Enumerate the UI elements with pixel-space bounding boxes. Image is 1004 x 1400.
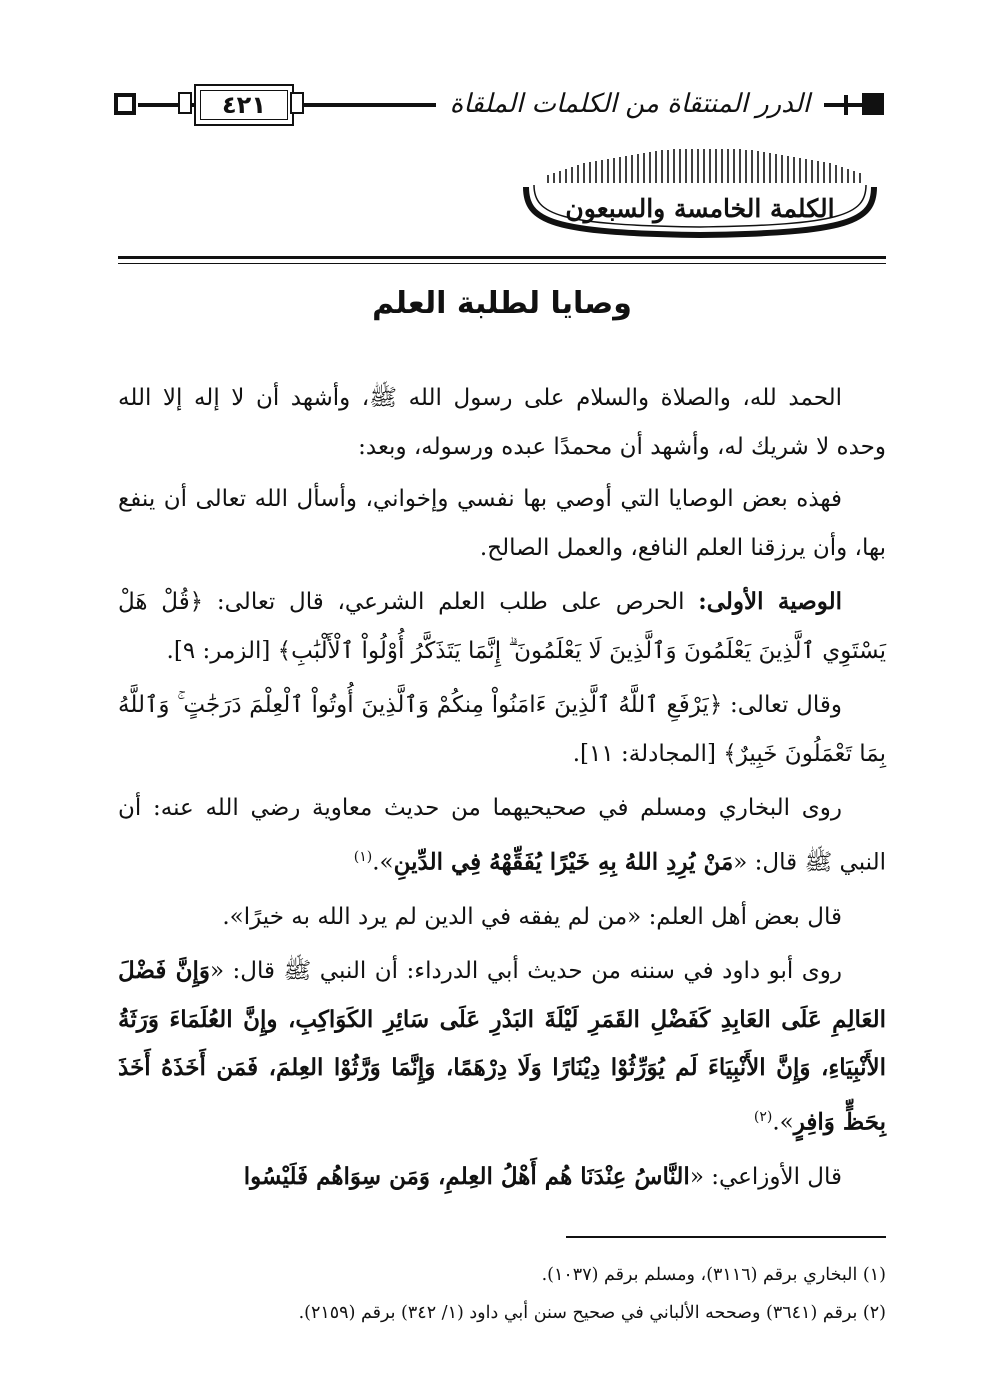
title-rule-thin bbox=[118, 263, 886, 264]
title-rule-thick bbox=[118, 256, 886, 259]
footnote-1: (١) البخاري برقم (٣١١٦)، ومسلم برقم (١٠٣٧). bbox=[541, 1265, 886, 1285]
page-number: ٤٢١ bbox=[222, 91, 266, 119]
hadith-close: ». bbox=[772, 1109, 794, 1136]
knot-ornament-left bbox=[178, 92, 192, 114]
book-title: الدرر المنتقاة من الكلمات الملقاة bbox=[436, 84, 824, 124]
hadith-intro: روى أبو داود في سننه من حديث أبي الدرداء: أن النبي ﷺ قال: « bbox=[209, 958, 842, 985]
footnotes bbox=[118, 1256, 886, 1332]
advice-label: الوصية الأولى: bbox=[698, 588, 843, 615]
hadith-quote: وَإِنَّ فَضْلَ العَالِمِ عَلَى العَابِدِ كَفَضْلِ القَمَرِ لَيْلَةَ البَدْرِ عَلَى سَائِرِ الكَوَاكِبِ، وإِنَّ العُلَمَاءَ وَرَثَةُ الأَنْبِيَاءِ، وَإِنَّ الأَنْبِيَاءَ لَم يُوَرِّثُوْا دِيْنَارًا وَلَا دِرْهَمًا، وَإِنَّمَا وَرَّثُوْا العِلمَ، فَمَن أَخَذَهُ أَخَذَ بِحَظٍّ وَافِرٍ bbox=[118, 957, 886, 1136]
advice-text: الحرص على طلب العلم الشرعي، قال تعالى: ﴿قُلْ هَلْ يَسْتَوِي ٱلَّذِينَ يَعْلَمُونَ وَٱلَّذِينَ لَا يَعْلَمُونَ ۗ إِنَّمَا يَتَذَكَّرُ أُوْلُواْ ٱلْأَلْبَٰبِ﴾ [الزمر: ٩]. bbox=[118, 589, 886, 664]
paragraph-scholar-quote: قال بعض أهل العلم: «من لم يفقه في الدين لم يرد الله به خيرًا». bbox=[222, 903, 842, 930]
footnote-ref-1: (١) bbox=[353, 848, 373, 865]
paragraph-intro: فهذه بعض الوصايا التي أوصي بها نفسي وإخواني، وأسأل الله تعالى أن ينفع بها، وأن يرزقنا العلم النافع، والعمل الصالح. bbox=[118, 486, 886, 561]
footnote-separator bbox=[566, 1236, 886, 1238]
page-title: وصايا لطلبة العلم bbox=[372, 286, 632, 321]
paragraph-advice-1 bbox=[118, 578, 886, 675]
running-header bbox=[114, 80, 884, 130]
paragraph-hadith-2 bbox=[118, 947, 886, 1147]
body-text bbox=[118, 374, 886, 1207]
quote-intro: قال الأوزاعي: « bbox=[689, 1163, 842, 1190]
header-square-ornament-right bbox=[862, 93, 884, 115]
paragraph-verse: وقال تعالى: ﴿يَرْفَعِ ٱللَّهُ ٱلَّذِينَ ءَامَنُواْ مِنكُمْ وَٱلَّذِينَ أُوتُواْ ٱلْعِلْمَ دَرَجَٰتٍ ۚ وَٱللَّهُ بِمَا تَعْمَلُونَ خَبِيرٌ﴾ [المجادلة: ١١]. bbox=[118, 692, 886, 767]
footnote-2: (٢) برقم (٣٦٤١) وصححه الألباني في صحيح سنن أبي داود (١/ ٣٤٢) برقم (٢١٥٩). bbox=[298, 1303, 886, 1323]
page-number-frame bbox=[194, 84, 294, 126]
header-tick-mark bbox=[844, 95, 848, 115]
section-title: الكلمة الخامسة والسبعون bbox=[565, 194, 835, 223]
paragraph-awzai bbox=[118, 1153, 886, 1202]
section-badge bbox=[520, 145, 880, 245]
paragraph-hadith-1 bbox=[118, 784, 886, 887]
paragraph-opening: الحمد لله، والصلاة والسلام على رسول الله ﷺ، وأشهد أن لا إله إلا الله وحده لا شريك له، وأشهد أن محمدًا عبده ورسوله، وبعد: bbox=[118, 385, 886, 460]
hadith-intro: روى البخاري ومسلم في صحيحيهما من حديث معاوية رضي الله عنه: أن النبي ﷺ قال: « bbox=[118, 795, 886, 876]
footnote-ref-2: (٢) bbox=[753, 1108, 773, 1125]
header-square-ornament-left bbox=[114, 93, 136, 115]
knot-ornament-right bbox=[290, 92, 304, 114]
hadith-quote: مَنْ يُرِدِ اللهُ بِهِ خَيْرًا يُفَقِّهْهُ فِي الدِّينِ bbox=[393, 848, 734, 876]
quote-text: النَّاسُ عِنْدَنَا هُم أَهْلُ العِلمِ، وَمَن سِوَاهُم فَلَيْسُوا bbox=[243, 1162, 690, 1190]
hadith-close: ». bbox=[372, 849, 394, 876]
